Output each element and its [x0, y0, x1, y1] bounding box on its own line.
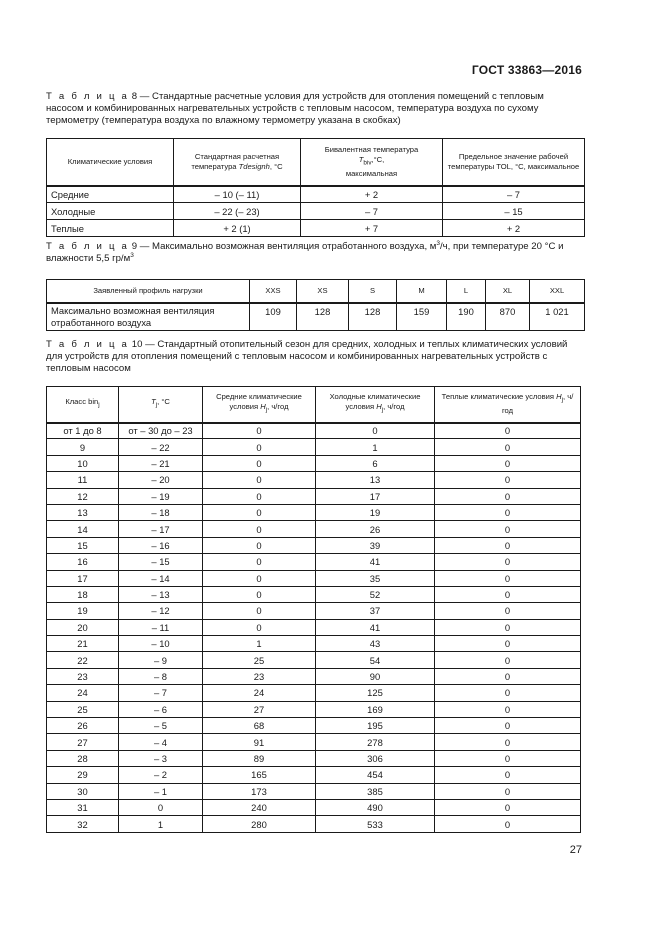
table10-header-avg-text: Средние климатические условия [216, 392, 302, 412]
table8-cell-design: + 2 (1) [174, 220, 301, 237]
document-id: ГОСТ 33863—2016 [471, 63, 582, 77]
table10-cell-bin: 23 [47, 668, 119, 684]
table10-cell-warm: 0 [435, 668, 581, 684]
table10-cell-average: 173 [203, 783, 316, 799]
table10-cell-average: 0 [203, 439, 316, 455]
table10-caption [46, 339, 584, 375]
table10-cell-bin: 22 [47, 652, 119, 668]
table-row [47, 203, 585, 220]
table10-cell-tj: – 5 [119, 718, 203, 734]
table10-cell-average: 0 [203, 619, 316, 635]
table10-header-tj [119, 387, 203, 423]
table10-header-avg-sub: j [265, 407, 268, 414]
table10-cell-bin: 26 [47, 718, 119, 734]
table8-header-tol: Предельное значение рабочей температуры TOL, °С, максимальное [443, 139, 585, 186]
table10-cell-bin: 9 [47, 439, 119, 455]
table-row [47, 668, 581, 684]
table10-cell-tj: – 3 [119, 750, 203, 766]
table-row [47, 439, 581, 455]
table8-cell-name: Холодные [47, 203, 174, 220]
table10-cell-bin: 20 [47, 619, 119, 635]
table10-cell-cold: 41 [316, 554, 435, 570]
table10-cell-tj: – 10 [119, 636, 203, 652]
table8-header-biv-max: максимальная [345, 168, 398, 178]
table-row [47, 750, 581, 766]
table10-header-warm-text: Теплые климатические условия [441, 392, 557, 402]
table10-cell-warm: 0 [435, 423, 581, 439]
table-row [47, 734, 581, 750]
table10-cell-warm: 0 [435, 767, 581, 783]
table10-cell-cold: 43 [316, 636, 435, 652]
table10-cell-bin: 29 [47, 767, 119, 783]
table10-cell-cold: 39 [316, 537, 435, 553]
table10-cell-warm: 0 [435, 619, 581, 635]
table-row [47, 488, 581, 504]
table10-cell-cold: 35 [316, 570, 435, 586]
table10-cell-cold: 169 [316, 701, 435, 717]
table10-cell-tj: – 18 [119, 504, 203, 520]
table9-cell-xl: 870 [486, 303, 530, 331]
table10-cell-bin: 27 [47, 734, 119, 750]
table10-header-bin-sub: j [98, 402, 100, 409]
table-row [47, 603, 581, 619]
table9-cell-l: 190 [447, 303, 486, 331]
table10-cell-tj: – 1 [119, 783, 203, 799]
table10-cell-tj: – 21 [119, 455, 203, 471]
table10-cell-bin: 21 [47, 636, 119, 652]
table-row [47, 619, 581, 635]
table-row [47, 799, 581, 815]
table10-cell-warm: 0 [435, 570, 581, 586]
page-number: 27 [569, 844, 582, 856]
table10-cell-tj: – 17 [119, 521, 203, 537]
table10-cell-tj: – 7 [119, 685, 203, 701]
table10-header-tj-var: T [151, 397, 156, 407]
table10-cell-cold: 533 [316, 816, 435, 832]
table-row [47, 423, 581, 439]
table10-header-cold-unit: , ч/год [383, 402, 405, 412]
table10-cell-average: 91 [203, 734, 316, 750]
table-row [47, 718, 581, 734]
table10-cell-warm: 0 [435, 718, 581, 734]
table9-header-xl: XL [486, 280, 530, 303]
table10-header-bin [47, 387, 119, 423]
table10-caption-label: Т а б л и ц а [46, 339, 130, 350]
table8 [46, 138, 585, 237]
table10-cell-cold: 278 [316, 734, 435, 750]
table-row [47, 472, 581, 488]
table10-cell-tj: – 22 [119, 439, 203, 455]
table-row [47, 570, 581, 586]
table9-caption-text-b: /ч, при температуре 20 °С и влажности 5,5 гр/м [46, 241, 564, 264]
table10-cell-cold: 1 [316, 439, 435, 455]
table10-header-tj-unit: , °С [157, 397, 170, 407]
table10-header-warm [435, 387, 581, 423]
table10-cell-average: 0 [203, 488, 316, 504]
table10-cell-cold: 90 [316, 668, 435, 684]
table10-cell-average: 0 [203, 537, 316, 553]
table8-cell-tol: – 15 [443, 203, 585, 220]
table10-header-bin-text: Класс bin [65, 397, 99, 407]
table10-cell-tj: – 15 [119, 554, 203, 570]
table10-cell-bin: 30 [47, 783, 119, 799]
table10-cell-warm: 0 [435, 685, 581, 701]
table10-cell-cold: 13 [316, 472, 435, 488]
table10-cell-average: 0 [203, 554, 316, 570]
table9-row-label: Максимально возможная вентиляция отработанного воздуха [47, 303, 250, 331]
table-row [47, 636, 581, 652]
table10-cell-bin: 24 [47, 685, 119, 701]
table9-header-xs: XS [297, 280, 349, 303]
table10-cell-cold: 195 [316, 718, 435, 734]
table10-cell-tj: – 20 [119, 472, 203, 488]
table-row [47, 504, 581, 520]
table10-cell-tj: – 4 [119, 734, 203, 750]
table-row [47, 220, 585, 237]
table10-cell-warm: 0 [435, 455, 581, 471]
table-row [47, 783, 581, 799]
table8-cell-tol: – 7 [443, 186, 585, 203]
table10-header-cold-text: Холодные климатические условия [329, 392, 421, 412]
table10-cell-warm: 0 [435, 750, 581, 766]
table10-cell-warm: 0 [435, 521, 581, 537]
table10-cell-bin: 15 [47, 537, 119, 553]
table10-cell-cold: 6 [316, 455, 435, 471]
table10-caption-text: — Стандартный отопительный сезон для средних, холодных и теплых климатических условий для устройств для отопления помещений с тепловым насосом и комбинированных нагревательных устройств с тепловым насосом [46, 339, 568, 374]
table10-header-row [47, 387, 581, 423]
table10-cell-cold: 385 [316, 783, 435, 799]
table10-cell-bin: 12 [47, 488, 119, 504]
table-row [47, 701, 581, 717]
table10-cell-cold: 26 [316, 521, 435, 537]
table8-header-biv-unit: ,°С, [371, 154, 385, 164]
table9-caption-number: 9 [131, 241, 138, 252]
table10-cell-cold: 52 [316, 586, 435, 602]
table10-cell-bin: 32 [47, 816, 119, 832]
table10-cell-warm: 0 [435, 554, 581, 570]
table10-cell-bin: от 1 до 8 [47, 423, 119, 439]
table-row [47, 652, 581, 668]
table10-cell-warm: 0 [435, 734, 581, 750]
table9-cell-s: 128 [349, 303, 397, 331]
table10-cell-cold: 19 [316, 504, 435, 520]
table9-header-l: L [447, 280, 486, 303]
table8-header-design [174, 139, 301, 186]
table10-cell-cold: 306 [316, 750, 435, 766]
table10-cell-cold: 0 [316, 423, 435, 439]
table10-cell-cold: 37 [316, 603, 435, 619]
table10-caption-number: 10 [131, 339, 143, 350]
table8-header-design-unit: , °С [269, 161, 283, 171]
table10-cell-bin: 13 [47, 504, 119, 520]
table10-cell-bin: 16 [47, 554, 119, 570]
table8-cell-biv: + 2 [301, 186, 443, 203]
table10-cell-average: 23 [203, 668, 316, 684]
table10-cell-warm: 0 [435, 586, 581, 602]
table10-header-avg-var: H [260, 402, 266, 412]
table10-cell-tj: – 9 [119, 652, 203, 668]
table8-header-bivalent [301, 139, 443, 186]
table10-header-avg-unit: , ч/год [267, 402, 289, 412]
table10-cell-cold: 54 [316, 652, 435, 668]
table8-caption-label: Т а б л и ц а [46, 91, 130, 102]
table10-cell-average: 240 [203, 799, 316, 815]
table8-caption [46, 91, 584, 127]
table10-cell-warm: 0 [435, 603, 581, 619]
table9-caption [46, 241, 584, 265]
table10-cell-average: 0 [203, 504, 316, 520]
table10-cell-tj: – 2 [119, 767, 203, 783]
table10-cell-average: 165 [203, 767, 316, 783]
table8-caption-number: 8 [131, 91, 138, 102]
table10-cell-cold: 17 [316, 488, 435, 504]
table10-cell-tj: – 19 [119, 488, 203, 504]
table9-caption-sup2: 3 [130, 251, 134, 259]
table10-cell-cold: 490 [316, 799, 435, 815]
table8-header-biv-text: Бивалентная температура [324, 144, 419, 154]
table8-header-biv-sub: biv [363, 159, 372, 167]
table10-cell-average: 0 [203, 570, 316, 586]
table10-cell-bin: 14 [47, 521, 119, 537]
table-row [47, 685, 581, 701]
table8-header-design-var: Tdesignh [238, 161, 270, 171]
table9 [46, 279, 585, 331]
table10-cell-warm: 0 [435, 504, 581, 520]
table10-cell-warm: 0 [435, 488, 581, 504]
table8-cell-biv: + 7 [301, 220, 443, 237]
table-row [47, 303, 585, 331]
table10-cell-bin: 10 [47, 455, 119, 471]
table10-header-cold [316, 387, 435, 423]
table8-header-design-text: Стандартная расчетная температура [191, 151, 280, 171]
table-row [47, 521, 581, 537]
table-row [47, 186, 585, 203]
table10-cell-tj: – 16 [119, 537, 203, 553]
table8-cell-name: Средние [47, 186, 174, 203]
table8-header-biv-var: T [358, 154, 364, 164]
table10-cell-warm: 0 [435, 799, 581, 815]
table10-cell-average: 280 [203, 816, 316, 832]
table-row [47, 767, 581, 783]
table9-header-row [47, 280, 585, 303]
table-row [47, 537, 581, 553]
table10-cell-bin: 18 [47, 586, 119, 602]
table10-cell-warm: 0 [435, 783, 581, 799]
table9-cell-xs: 128 [297, 303, 349, 331]
table10-cell-warm: 0 [435, 652, 581, 668]
table10-cell-cold: 125 [316, 685, 435, 701]
table10-cell-tj: – 13 [119, 586, 203, 602]
table10-header-warm-var: H [556, 392, 562, 402]
table10-cell-bin: 25 [47, 701, 119, 717]
table10-cell-tj: – 6 [119, 701, 203, 717]
table8-cell-tol: + 2 [443, 220, 585, 237]
table9-header-s: S [349, 280, 397, 303]
table8-caption-text: — Стандартные расчетные условия для устройств для отопления помещений с тепловым насосом и комбинированных нагревательных устройств с тепловым насосом, температура воздуха по сухому термометру (температура воздуха по влажному термометру указана в скобках) [46, 91, 544, 126]
table10-cell-tj: – 8 [119, 668, 203, 684]
table8-cell-design: – 22 (– 23) [174, 203, 301, 220]
table10-cell-bin: 31 [47, 799, 119, 815]
table10-cell-average: 0 [203, 455, 316, 471]
table10-cell-average: 89 [203, 750, 316, 766]
table8-header-row [47, 139, 585, 186]
table9-caption-label: Т а б л и ц а [46, 241, 130, 252]
table9-header-xxs: XXS [250, 280, 297, 303]
table10-cell-cold: 454 [316, 767, 435, 783]
table9-header-m: M [397, 280, 447, 303]
table10-cell-tj: – 14 [119, 570, 203, 586]
table10-cell-warm: 0 [435, 701, 581, 717]
table10-cell-warm: 0 [435, 537, 581, 553]
table9-cell-m: 159 [397, 303, 447, 331]
table10-cell-average: 0 [203, 586, 316, 602]
table8-cell-name: Теплые [47, 220, 174, 237]
table10-cell-average: 25 [203, 652, 316, 668]
table10-header-tj-sub: j [155, 402, 158, 409]
table10-cell-tj: – 12 [119, 603, 203, 619]
table-row [47, 816, 581, 832]
table10-cell-average: 0 [203, 472, 316, 488]
table10-header-average [203, 387, 316, 423]
table10-cell-warm: 0 [435, 636, 581, 652]
table10-cell-tj: от – 30 до – 23 [119, 423, 203, 439]
table-row [47, 554, 581, 570]
table-row [47, 586, 581, 602]
table-row [47, 455, 581, 471]
table10-header-cold-sub: j [381, 407, 384, 414]
table10-cell-average: 0 [203, 603, 316, 619]
table8-header-climate: Климатические условия [47, 139, 174, 186]
table9-header-profile: Заявленный профиль нагрузки [47, 280, 250, 303]
table9-cell-xxl: 1 021 [530, 303, 585, 331]
table10-header-cold-var: H [376, 402, 382, 412]
table10-header-warm-unit: , ч/год [501, 392, 574, 415]
table10-cell-average: 1 [203, 636, 316, 652]
table10-cell-warm: 0 [435, 472, 581, 488]
table10-cell-cold: 41 [316, 619, 435, 635]
table10-cell-tj: 0 [119, 799, 203, 815]
table9-header-xxl: XXL [530, 280, 585, 303]
table10-cell-warm: 0 [435, 439, 581, 455]
table10-cell-tj: – 11 [119, 619, 203, 635]
table10-cell-bin: 17 [47, 570, 119, 586]
table10-cell-average: 0 [203, 521, 316, 537]
table9-caption-text-a: — Максимально возможная вентиляция отработанного воздуха, м [137, 241, 437, 252]
table9-cell-xxs: 109 [250, 303, 297, 331]
table10 [46, 386, 581, 833]
table8-cell-design: – 10 (– 11) [174, 186, 301, 203]
table8-cell-biv: – 7 [301, 203, 443, 220]
table10-body [47, 423, 581, 833]
table10-cell-bin: 28 [47, 750, 119, 766]
table10-cell-average: 27 [203, 701, 316, 717]
table10-cell-average: 24 [203, 685, 316, 701]
table10-cell-average: 68 [203, 718, 316, 734]
table10-header-warm-sub: j [561, 397, 564, 404]
table10-cell-bin: 19 [47, 603, 119, 619]
table9-caption-sup1: 3 [436, 239, 441, 247]
table10-cell-tj: 1 [119, 816, 203, 832]
table10-cell-average: 0 [203, 423, 316, 439]
table10-cell-bin: 11 [47, 472, 119, 488]
table10-cell-warm: 0 [435, 816, 581, 832]
